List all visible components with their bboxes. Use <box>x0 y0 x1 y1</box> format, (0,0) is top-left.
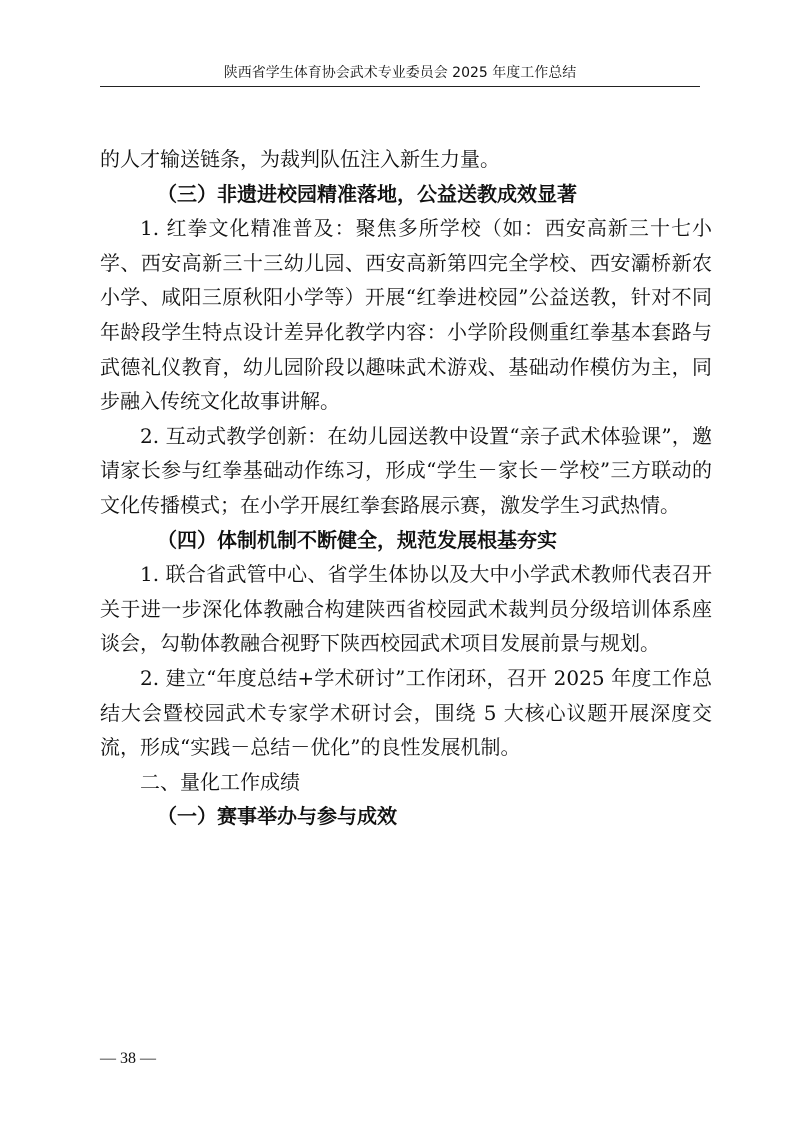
section-4-paragraph-1: 1. 联合省武管中心、省学生体协以及大中小学武术教师代表召开关于进一步深化体教融合构建陕西省校园武术裁判员分级培训体系座谈会，勾勒体教融合视野下陕西校园武术项目发展前景与规划。 <box>100 562 712 656</box>
part-2-heading: 二、量化工作成绩 <box>140 769 300 794</box>
section-4-heading: （四）体制机制不断健全，规范发展根基夯实 <box>157 527 557 552</box>
continuation-paragraph: 的人才输送链条，为裁判队伍注入新生力量。 <box>100 147 500 171</box>
header-rule <box>100 86 700 87</box>
document-body <box>100 142 712 834</box>
section-4-paragraph-2: 2. 建立“年度总结+学术研讨”工作闭环，召开 2025 年度工作总结大会暨校园武术专家学术研讨会，围绕 5 大核心议题开展深度交流，形成“实践－总结－优化”的良性发展机制。 <box>100 665 712 760</box>
section-3-heading: （三）非遗进校园精准落地，公益送教成效显著 <box>157 181 577 206</box>
page-number: — 38 — <box>100 1050 156 1067</box>
section-3-paragraph-2: 2. 互动式教学创新：在幼儿园送教中设置“亲子武术体验课”，邀请家长参与红拳基础动作练习，形成“学生－家长－学校”三方联动的文化传播模式；在小学开展红拳套路展示赛，激发学生习武热情。 <box>100 423 712 517</box>
running-header: 陕西省学生体育协会武术专业委员会 2025 年度工作总结 <box>223 65 577 81</box>
part-2-subheading-1: （一）赛事举办与参与成效 <box>157 804 397 829</box>
section-3-paragraph-1: 1. 红拳文化精准普及：聚焦多所学校（如：西安高新三十七小学、西安高新三十三幼儿园、西安高新第四完全学校、西安灞桥新农小学、咸阳三原秋阳小学等）开展“红拳进校园”公益送教，针对不同年龄段学生特点设计差异化教学内容：小学阶段侧重红拳基本套路与武德礼仪教育，幼儿园阶段以趣味武术游戏、基础动作模仿为主，同步融入传统文化故事讲解。 <box>100 216 712 414</box>
